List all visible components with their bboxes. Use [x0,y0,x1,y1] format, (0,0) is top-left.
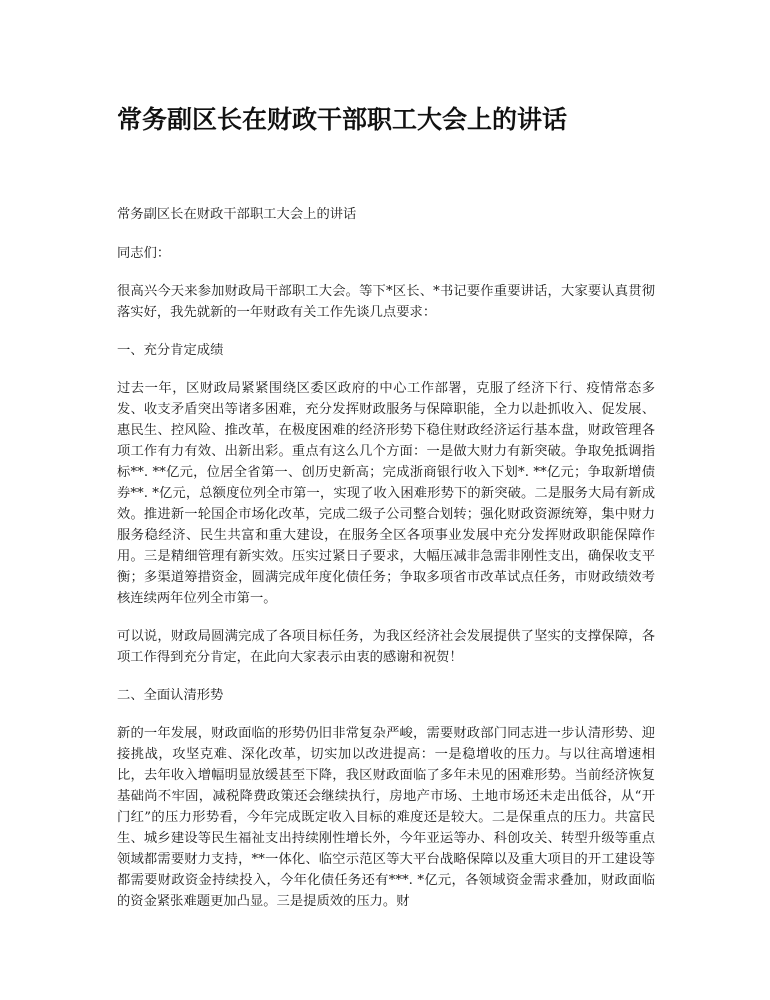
document-body [117,204,655,929]
document-subtitle: 常务副区长在财政干部职工大会上的讲话 [117,207,357,222]
intro-paragraph: 很高兴今天来参加财政局干部职工大会。等下*区长、*书记要作重要讲话，大家要认真贯彻落实好，我先就新的一年财政有关工作先谈几点要求： [117,284,655,320]
section-1-paragraph-2: 可以说，财政局圆满完成了各项目标任务，为我区经济社会发展提供了坚实的支撑保障，各项工作得到充分肯定，在此向大家表示由衷的感谢和祝贺！ [117,629,655,665]
document-title: 常务副区长在财政干部职工大会上的讲话 [117,105,568,134]
section-heading-1: 一、充分肯定成绩 [117,343,224,358]
salutation: 同志们： [117,246,171,261]
section-heading-2: 二、全面认清形势 [117,688,224,703]
section-1-paragraph-1: 过去一年，区财政局紧紧围绕区委区政府的中心工作部署，克服了经济下行、疫情常态多发、收支矛盾突出等诸多困难，充分发挥财政服务与保障职能，全力以赴抓收入、促发展、惠民生、控风险、推改革，在极度困难的经济形势下稳住财政经济运行基本盘，财政管理各项工作有力有效、出新出彩。重点有这么几个方面：一是做大财力有新突破。争取免抵调指标**. **亿元，位居全省第一、创历史新高；完成浙商银行收入下划*. **亿元；争取新增债券**. *亿元，总额度位列全市第一，实现了收入困难形势下的新突破。二是服务大局有新成效。推进新一轮国企市场化改革，完成二级子公司整合划转；强化财政资源统筹，集中财力服务稳经济、民生共富和重大建设，在服务全区各项事业发展中充分发挥财政职能保障作用。三是精细管理有新实效。压实过紧日子要求，大幅压减非急需非刚性支出，确保收支平衡；多渠道筹措资金，圆满完成年度化债任务；争取多项省市改革试点任务，市财政绩效考核连续两年位列全市第一。 [117,381,655,606]
section-2-paragraph-1: 新的一年发展，财政面临的形势仍旧非常复杂严峻，需要财政部门同志进一步认清形势、迎接挑战，攻坚克难、深化改革，切实加以改进提高：一是稳增收的压力。与以往高增速相比，去年收入增幅明显放缓甚至下降，我区财政面临了多年未见的困难形势。当前经济恢复基础尚不牢固，减税降费政策还会继续执行，房地产市场、土地市场还未走出低谷，从“开门红”的压力形势看，今年完成既定收入目标的难度还是较大。二是保重点的压力。共富民生、城乡建设等民生福祉支出持续刚性增长外，今年亚运等办、科创攻关、转型升级等重点领域都需要财力支持，**一体化、临空示范区等大平台战略保障以及重大项目的开工建设等都需要财政资金持续投入，今年化债任务还有***. *亿元，各领域资金需求叠加，财政面临的资金紧张难题更加凸显。三是提质效的压力。财 [117,726,655,909]
